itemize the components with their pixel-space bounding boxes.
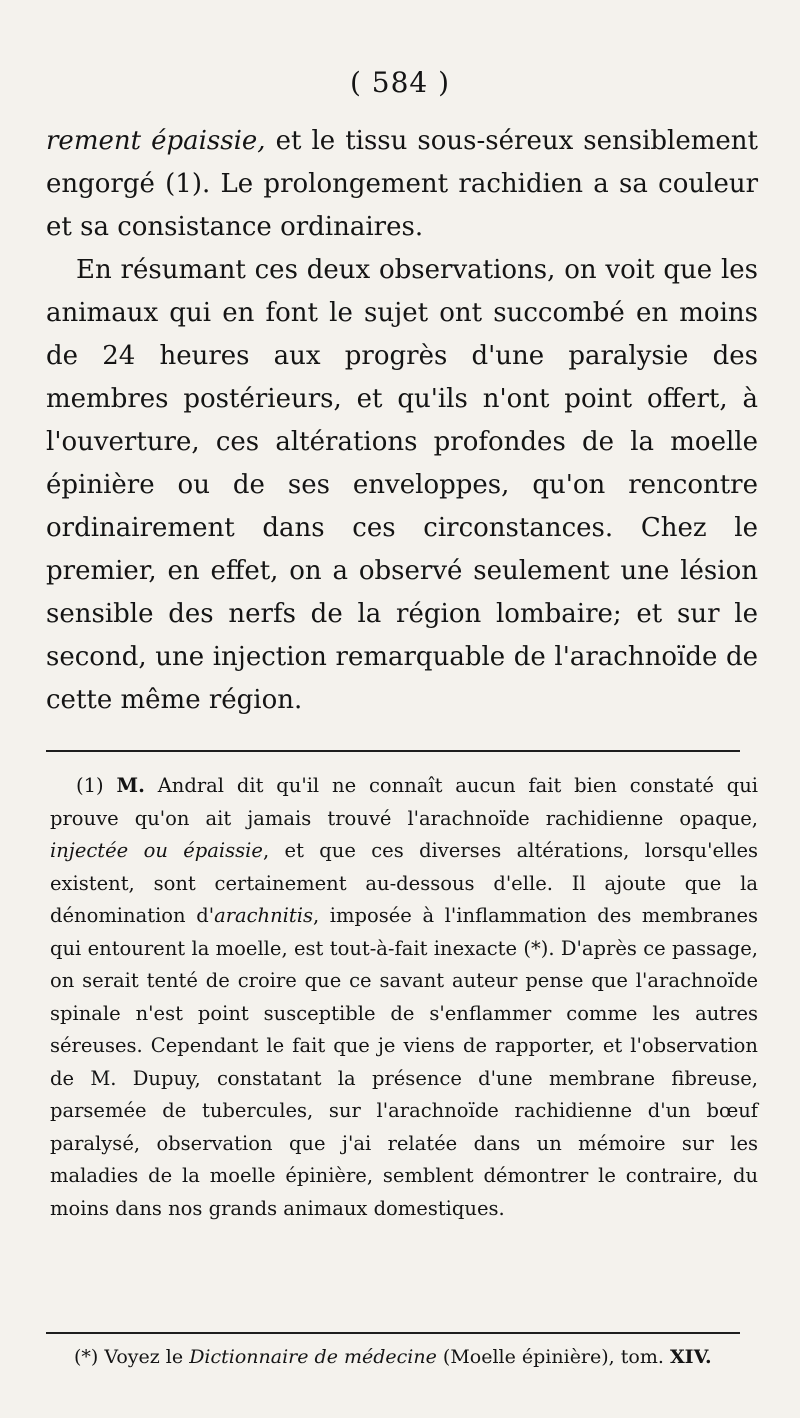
sub-footnote-text: (Moelle épinière), tom. [442,1346,664,1368]
footnote-italic-term: arachnitis [214,904,313,927]
sub-footnote-divider [46,1332,740,1334]
footnote-text: Andral dit qu'il ne connaît aucun fait bien constaté qui prouve qu'on ait jamais trouvé l'arachnoïde rachidienne opaque, [50,774,759,830]
footnote-italic-phrase: injectée ou épaissie [50,839,263,862]
footnote-author-title: M. [116,774,145,797]
footnote-text: , imposée à l'inflammation des membranes qui entourent la moelle, est tout-à-fait inexacte (*). D'après ce passage, on serait tenté de croire que ce savant auteur pense que l'arachnoïde spinale n'est point susceptible de s'enflammer comme les autres séreuses. Cependant le fait que je viens de rapporter, et l'observation de M. Dupuy, constatant la présence d'une membrane fibreuse, parsemée de tubercules, sur l'arachnoïde rachidienne d'un bœuf paralysé, observation que j'ai relatée dans un mémoire sur les maladies de la moelle épinière, semblent démontrer le contraire, du moins dans nos grands animaux domestiques. [50,904,758,1220]
footnote-divider [46,750,740,752]
sub-footnote-text: (*) Voyez le [74,1346,184,1368]
sub-footnote-volume: XIV. [669,1346,712,1368]
paragraph-text: et le tissu sous-séreux sensiblement engorgé (1). Le prolongement rachidien a sa couleur et sa consistance ordinaires. [46,126,758,242]
italic-fragment: rement épaissie, [46,126,266,156]
paragraph-continuation [46,120,758,249]
sub-footnote [74,1342,764,1372]
footnote [50,770,758,1225]
sub-footnote-book-title: Dictionnaire de médecine [189,1346,437,1368]
main-text [46,120,758,722]
page-number: ( 584 ) [349,66,451,99]
footnote-marker: (1) [76,774,104,797]
paragraph-summary: En résumant ces deux observations, on voit que les animaux qui en font le sujet ont succombé en moins de 24 heures aux progrès d'une paralysie des membres postérieurs, et qu'ils n'ont point offert, à l'ouverture, ces altérations profondes de la moelle épinière ou de ses enveloppes, qu'on rencontre ordinairement dans ces circonstances. Chez le premier, en effet, on a observé seulement une lésion sensible des nerfs de la région lombaire; et sur le second, une injection remarquable de l'arachnoïde de cette même région. [46,255,758,715]
footnote-text: , et que ces diverses altérations, lorsqu'elles existent, sont certainement au-dessous d'elle. Il ajoute que la dénomination d' [50,839,759,927]
